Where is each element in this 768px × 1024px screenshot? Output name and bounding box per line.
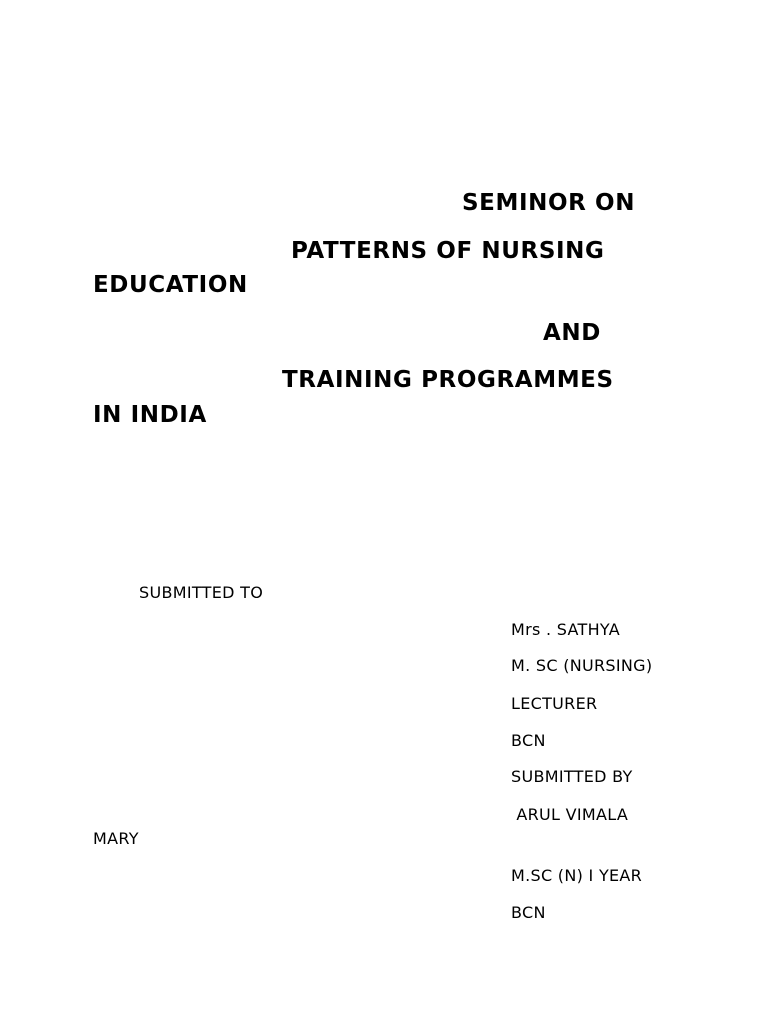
title-line-6: IN INDIA [93, 402, 207, 428]
title-line-5: TRAINING PROGRAMMES [282, 367, 614, 393]
submitted-by-label: SUBMITTED BY [511, 767, 633, 786]
submitted-to-institution: BCN [511, 731, 546, 750]
submitted-by-name-line-1: ARUL VIMALA [511, 805, 629, 824]
title-line-4: AND [543, 320, 601, 346]
submitted-to-label: SUBMITTED TO [139, 583, 264, 602]
title-line-1: SEMINOR ON [462, 190, 636, 216]
submitted-by-name-line-2: MARY [93, 829, 139, 848]
title-line-2: PATTERNS OF NURSING [291, 238, 605, 264]
submitted-to-name: Mrs . SATHYA [511, 620, 621, 639]
submitted-to-qualification: M. SC (NURSING) [511, 656, 653, 675]
title-line-3: EDUCATION [93, 272, 248, 298]
submitted-by-institution: BCN [511, 903, 546, 922]
submitted-to-designation: LECTURER [511, 694, 598, 713]
submitted-by-course: M.SC (N) I YEAR [511, 866, 643, 885]
